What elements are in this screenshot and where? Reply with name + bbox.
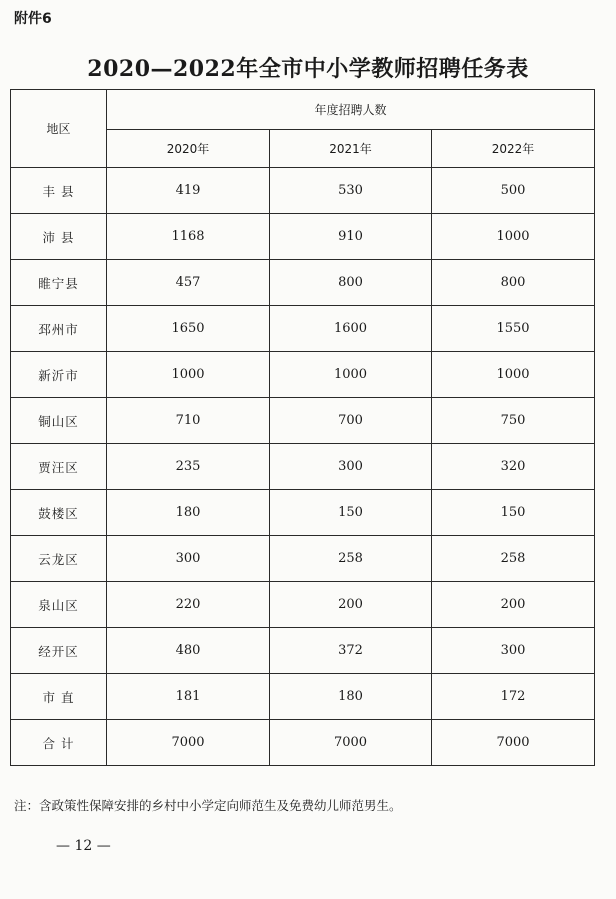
table-row xyxy=(11,260,595,306)
table-row xyxy=(11,168,595,214)
value-cell: 180 xyxy=(270,674,432,720)
region-header: 地区 xyxy=(11,90,107,168)
table-row xyxy=(11,444,595,490)
region-cell: 贾汪区 xyxy=(11,444,107,490)
year-header: 2020年 xyxy=(107,130,270,168)
footnote: 注：含政策性保障安排的乡村中小学定向师范生及免费幼儿师范男生。 xyxy=(14,798,402,813)
value-cell: 235 xyxy=(107,444,270,490)
annual-recruitment-header: 年度招聘人数 xyxy=(107,90,595,130)
table-row xyxy=(11,674,595,720)
value-cell: 300 xyxy=(432,628,595,674)
region-cell: 沛 县 xyxy=(11,214,107,260)
value-cell: 1000 xyxy=(107,352,270,398)
year-header: 2021年 xyxy=(270,130,432,168)
value-cell: 181 xyxy=(107,674,270,720)
table-row xyxy=(11,352,595,398)
value-cell: 700 xyxy=(270,398,432,444)
value-cell: 372 xyxy=(270,628,432,674)
value-cell: 7000 xyxy=(107,720,270,766)
value-cell: 500 xyxy=(432,168,595,214)
value-cell: 800 xyxy=(432,260,595,306)
value-cell: 1550 xyxy=(432,306,595,352)
table-row xyxy=(11,720,595,766)
value-cell: 750 xyxy=(432,398,595,444)
value-cell: 200 xyxy=(270,582,432,628)
region-cell: 市 直 xyxy=(11,674,107,720)
region-cell: 邳州市 xyxy=(11,306,107,352)
value-cell: 1000 xyxy=(432,214,595,260)
value-cell: 300 xyxy=(270,444,432,490)
value-cell: 258 xyxy=(270,536,432,582)
value-cell: 1650 xyxy=(107,306,270,352)
region-cell: 合 计 xyxy=(11,720,107,766)
value-cell: 419 xyxy=(107,168,270,214)
value-cell: 150 xyxy=(270,490,432,536)
value-cell: 1000 xyxy=(270,352,432,398)
region-cell: 铜山区 xyxy=(11,398,107,444)
region-cell: 云龙区 xyxy=(11,536,107,582)
value-cell: 258 xyxy=(432,536,595,582)
value-cell: 220 xyxy=(107,582,270,628)
page-title: 2020—2022年全市中小学教师招聘任务表 xyxy=(87,56,529,82)
value-cell: 7000 xyxy=(432,720,595,766)
value-cell: 150 xyxy=(432,490,595,536)
table-row xyxy=(11,490,595,536)
region-cell: 鼓楼区 xyxy=(11,490,107,536)
value-cell: 300 xyxy=(107,536,270,582)
value-cell: 710 xyxy=(107,398,270,444)
table-body xyxy=(11,168,595,766)
value-cell: 180 xyxy=(107,490,270,536)
recruitment-table xyxy=(10,89,595,766)
region-cell: 泉山区 xyxy=(11,582,107,628)
value-cell: 530 xyxy=(270,168,432,214)
table-row xyxy=(11,214,595,260)
value-cell: 172 xyxy=(432,674,595,720)
value-cell: 480 xyxy=(107,628,270,674)
year-header: 2022年 xyxy=(432,130,595,168)
value-cell: 320 xyxy=(432,444,595,490)
table-row xyxy=(11,306,595,352)
value-cell: 7000 xyxy=(270,720,432,766)
value-cell: 910 xyxy=(270,214,432,260)
table-row xyxy=(11,536,595,582)
attachment-label: 附件6 xyxy=(14,11,52,27)
region-cell: 新沂市 xyxy=(11,352,107,398)
value-cell: 1000 xyxy=(432,352,595,398)
region-cell: 丰 县 xyxy=(11,168,107,214)
page-number: — 12 — xyxy=(56,838,111,854)
value-cell: 457 xyxy=(107,260,270,306)
region-cell: 经开区 xyxy=(11,628,107,674)
value-cell: 200 xyxy=(432,582,595,628)
table-row xyxy=(11,582,595,628)
region-cell: 睢宁县 xyxy=(11,260,107,306)
value-cell: 800 xyxy=(270,260,432,306)
table-row xyxy=(11,398,595,444)
value-cell: 1168 xyxy=(107,214,270,260)
value-cell: 1600 xyxy=(270,306,432,352)
table-row xyxy=(11,628,595,674)
